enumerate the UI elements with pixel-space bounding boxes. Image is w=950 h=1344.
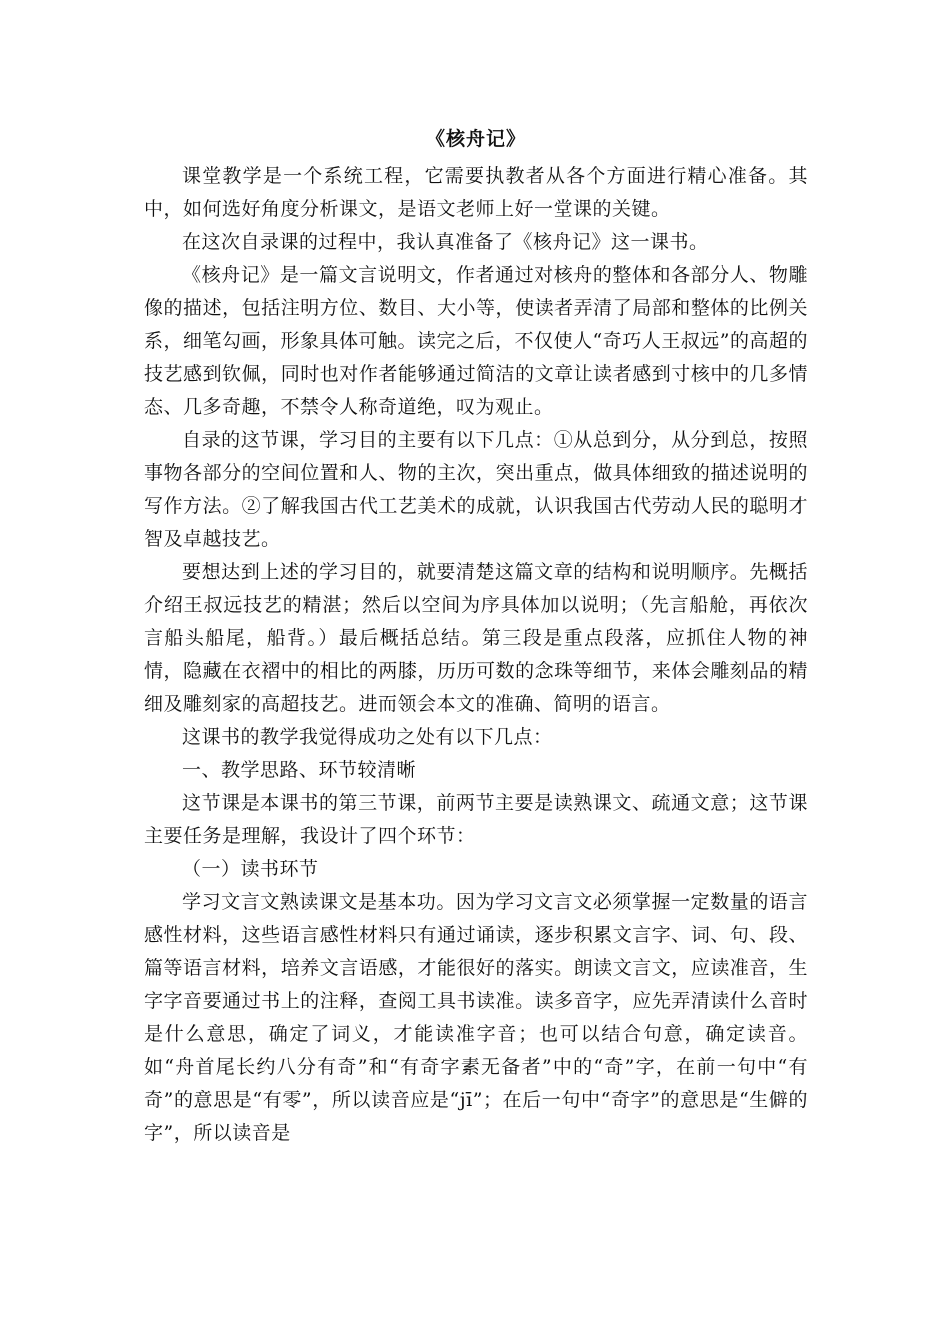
paragraph-reading: 学习文言文熟读课文是基本功。因为学习文言文必须掌握一定数量的语言感性材料，这些语言感性材料只有通过诵读，逐步积累文言字、词、句、段、篇等语言材料，培养文言语感，才能很好的落实。朗读文言文，应读准音，生字字音要通过书上的注释，查阅工具书读准。读多音字，应先弄清读什么音时是什么意思，确定了词义，才能读准字音；也可以结合句意，确定读音。如“舟首尾长约八分有奇”和“有奇字素无备者”中的“奇”字，在前一句中“有奇”的意思是“有零”，所以读音应是“jī”；在后一句中“奇字”的意思是“生僻的字”，所以读音是 bbox=[144, 891, 808, 1144]
paragraph-structure: 要想达到上述的学习目的，就要清楚这篇文章的结构和说明顺序。先概括介绍王叔远技艺的精湛；然后以空间为序具体加以说明；（先言船舱，再依次言船头船尾，船背。）最后概括总结。第三段是重点段落，应抓住人物的神情，隐藏在衣褶中的相比的两膝，历历可数的念珠等细节，来体会雕刻品的精细及雕刻家的高超技艺。进而领会本文的准确、简明的语言。 bbox=[144, 561, 808, 715]
subsection-heading-reading: （一）读书环节 bbox=[182, 858, 319, 880]
paragraph-lesson-design: 这节课是本课书的第三节课，前两节主要是读熟课文、疏通文意；这节课主要任务是理解，我设计了四个环节： bbox=[144, 792, 808, 847]
document-title: 《核舟记》 bbox=[425, 128, 526, 150]
paragraph-intro: 课堂教学是一个系统工程，它需要执教者从各个方面进行精心准备。其中，如何选好角度分析课文，是语文老师上好一堂课的关键。 bbox=[144, 165, 808, 220]
section-heading-1: 一、教学思路、环节较清晰 bbox=[182, 759, 417, 781]
paragraph-text-overview: 《核舟记》是一篇文言说明文，作者通过对核舟的整体和各部分人、物雕像的描述，包括注明方位、数目、大小等，使读者弄清了局部和整体的比例关系，细笔勾画，形象具体可触。读完之后，不仅使人“奇巧人王叔远”的高超的技艺感到钦佩，同时也对作者能够通过简洁的文章让读者感到寸核中的几多情态、几多奇趣，不禁令人称奇道绝，叹为观止。 bbox=[144, 264, 808, 418]
document-page bbox=[144, 120, 808, 1150]
paragraph-successes: 这课书的教学我觉得成功之处有以下几点： bbox=[182, 726, 553, 748]
paragraph-learning-goals: 自录的这节课，学习目的主要有以下几点：①从总到分，从分到总，按照事物各部分的空间位置和人、物的主次，突出重点，做具体细致的描述说明的写作方法。②了解我国古代工艺美术的成就，认识我国古代劳动人民的聪明才智及卓越技艺。 bbox=[144, 429, 808, 550]
paragraph-preparation: 在这次自录课的过程中，我认真准备了《核舟记》这一课书。 bbox=[182, 231, 709, 253]
